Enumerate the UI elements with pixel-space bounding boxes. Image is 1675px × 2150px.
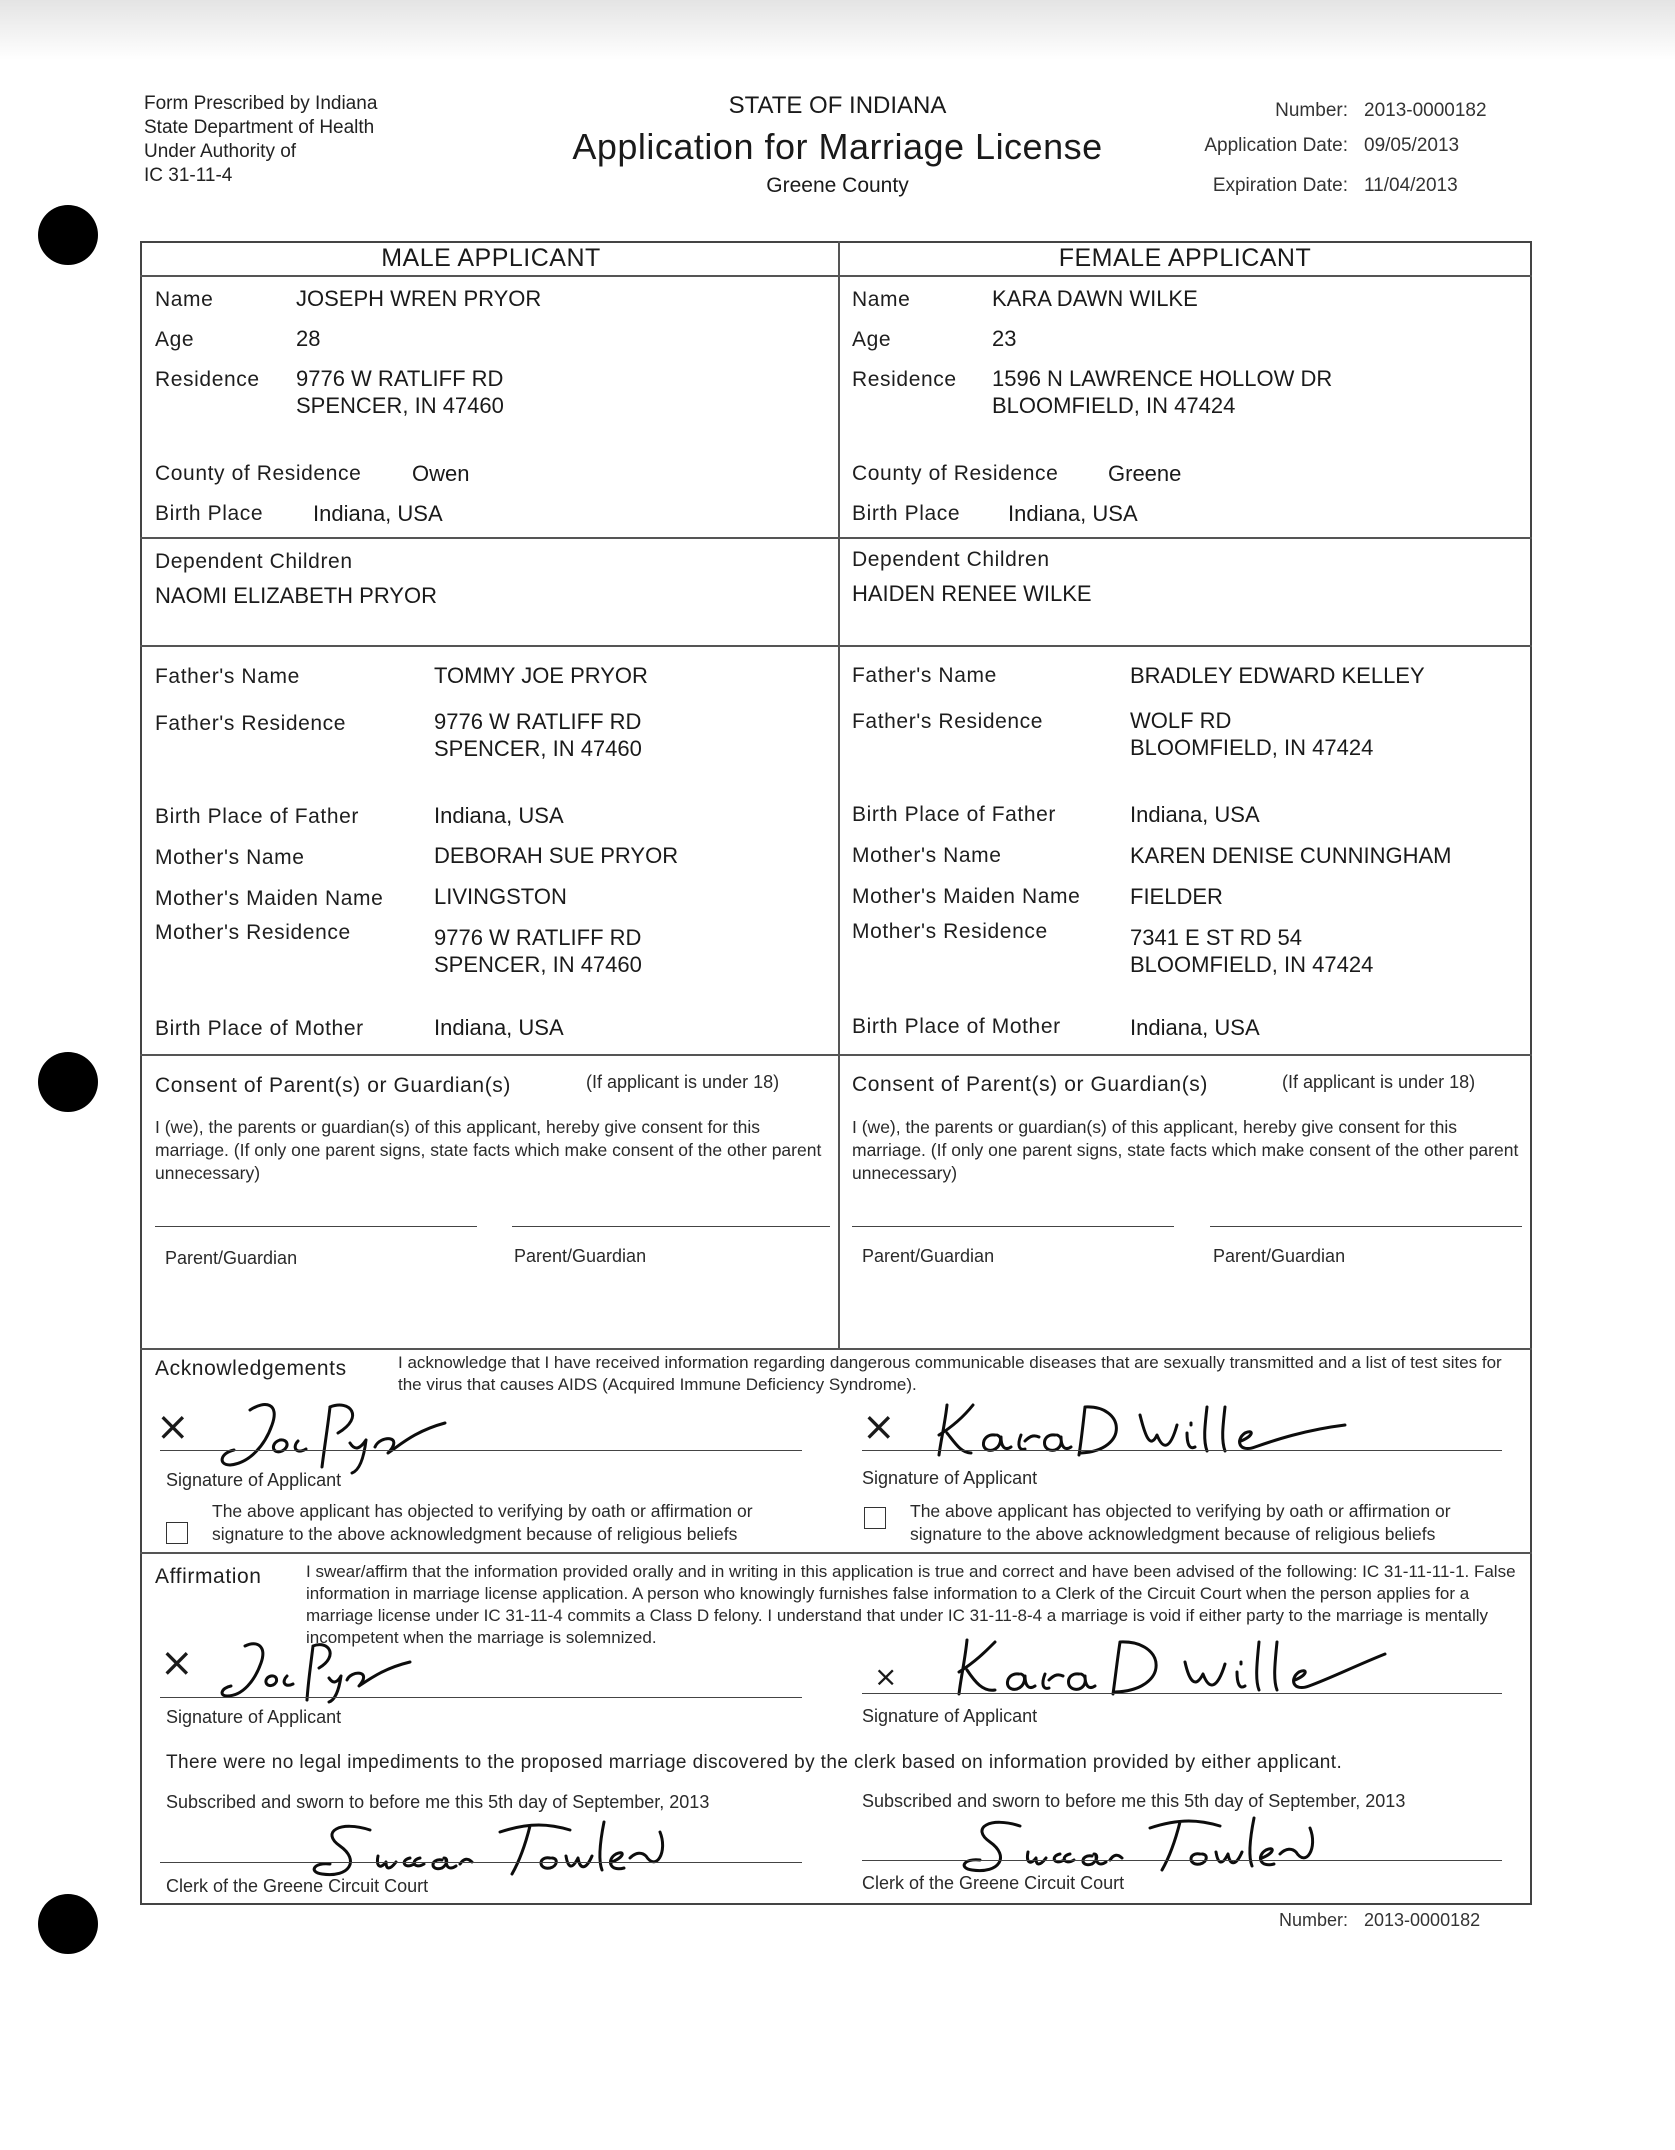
male-father-residence-line2: SPENCER, IN 47460 bbox=[434, 736, 642, 761]
consent-note: (If applicant is under 18) bbox=[586, 1072, 780, 1092]
prescribed-line: IC 31-11-4 bbox=[144, 165, 233, 186]
religious-objection-text: The above applicant has objected to verifying by oath or affirmation or signature to the above acknowledgment because of religious beliefs bbox=[910, 1501, 1451, 1544]
birth-place-of-mother-label: Birth Place of Mother bbox=[852, 1015, 1061, 1038]
subscribed-sworn-statement: Subscribed and sworn to before me this 5th day of September, 2013 bbox=[862, 1791, 1406, 1811]
clerk-signature-line bbox=[160, 1862, 802, 1863]
male-mother-maiden-name: LIVINGSTON bbox=[434, 884, 567, 909]
consent-text: I (we), the parents or guardian(s) of this applicant, hereby give consent for this marriage. (If only one parent signs, state facts which make consent of the other parent unnecessary) bbox=[155, 1117, 822, 1183]
male-mother-birth-place: Indiana, USA bbox=[434, 1015, 564, 1040]
male-birth-place: Indiana, USA bbox=[313, 501, 443, 526]
male-mother-residence-line1: 9776 W RATLIFF RD bbox=[434, 925, 642, 950]
birth-place-label: Birth Place bbox=[155, 502, 264, 525]
acknowledgements-title: Acknowledgements bbox=[155, 1357, 347, 1380]
county-heading: Greene County bbox=[766, 174, 909, 197]
clerk-label: Clerk of the Greene Circuit Court bbox=[862, 1873, 1125, 1893]
female-age: 23 bbox=[992, 326, 1017, 351]
religious-objection-text: The above applicant has objected to verifying by oath or affirmation or signature to the above acknowledgment because of religious beliefs bbox=[212, 1501, 753, 1544]
mothers-maiden-name-label: Mother's Maiden Name bbox=[155, 887, 384, 910]
heading-rule bbox=[140, 275, 1532, 277]
x-mark: × bbox=[874, 1660, 898, 1693]
no-impediments-statement: There were no legal impediments to the proposed marriage discovered by the clerk based on information provided by either applicant. bbox=[166, 1752, 1343, 1773]
consent-note: (If applicant is under 18) bbox=[1282, 1072, 1476, 1092]
male-county: Owen bbox=[412, 461, 470, 486]
signature-of-applicant-label: Signature of Applicant bbox=[166, 1470, 342, 1490]
punch-hole bbox=[38, 1052, 98, 1112]
parent-signature-line bbox=[1210, 1226, 1522, 1227]
punch-hole bbox=[38, 205, 98, 265]
female-mother-birth-place: Indiana, USA bbox=[1130, 1015, 1260, 1040]
prescribed-line: Form Prescribed by Indiana bbox=[144, 93, 378, 114]
application-date-label: Application Date: bbox=[1204, 135, 1348, 156]
license-number: 2013-0000182 bbox=[1364, 100, 1487, 121]
mothers-name-label: Mother's Name bbox=[852, 844, 1002, 867]
column-divider bbox=[838, 241, 840, 1348]
religious-objection-checkbox[interactable] bbox=[864, 1507, 886, 1529]
number-label: Number: bbox=[1278, 1910, 1348, 1930]
fathers-name-label: Father's Name bbox=[852, 664, 997, 687]
parent-signature-line bbox=[512, 1226, 830, 1227]
fathers-residence-label: Father's Residence bbox=[852, 710, 1044, 733]
female-name: KARA DAWN WILKE bbox=[992, 286, 1198, 311]
clerk-signature-line bbox=[862, 1860, 1502, 1861]
parent-guardian-label: Parent/Guardian bbox=[514, 1246, 647, 1266]
consent-title: Consent of Parent(s) or Guardian(s) bbox=[155, 1074, 511, 1097]
punch-hole bbox=[38, 1894, 98, 1954]
section-rule bbox=[140, 645, 1532, 647]
clerk-label: Clerk of the Greene Circuit Court bbox=[166, 1876, 429, 1896]
section-rule bbox=[140, 1552, 1532, 1554]
parent-signature-line bbox=[852, 1226, 1174, 1227]
affirmation-title: Affirmation bbox=[155, 1565, 262, 1588]
consent-title: Consent of Parent(s) or Guardian(s) bbox=[852, 1073, 1208, 1096]
mothers-name-label: Mother's Name bbox=[155, 846, 305, 869]
female-affirmation-signature bbox=[945, 1632, 1395, 1702]
age-label: Age bbox=[852, 328, 892, 351]
parent-signature-line bbox=[155, 1226, 477, 1227]
mothers-residence-label: Mother's Residence bbox=[155, 921, 351, 944]
age-label: Age bbox=[155, 328, 195, 351]
prescribed-line: Under Authority of bbox=[144, 141, 297, 162]
affirmation-text: I swear/affirm that the information provided orally and in writing in this application is true and correct and have been advised of the following: IC 31-11-11-1. False information in marriage license application. A person who knowingly furnishes false information to a Clerk of the Circuit Court when the person applies for a marriage license under IC 31-11-4 commits a Class D felony. I understand that under IC 31-11-8-4 a marriage is void if either party to the marriage is mentally incompetent when the marriage is solemnized. bbox=[306, 1562, 1516, 1647]
birth-place-of-father-label: Birth Place of Father bbox=[155, 805, 360, 828]
scan-shadow bbox=[0, 0, 1675, 60]
male-residence-line2: SPENCER, IN 47460 bbox=[296, 393, 504, 418]
female-signature-line bbox=[862, 1693, 1502, 1694]
x-mark: × bbox=[862, 1404, 896, 1450]
fathers-residence-label: Father's Residence bbox=[155, 712, 347, 735]
male-mother-residence-line2: SPENCER, IN 47460 bbox=[434, 952, 642, 977]
county-of-residence-label: County of Residence bbox=[155, 462, 362, 485]
female-dependent-children: HAIDEN RENEE WILKE bbox=[852, 581, 1092, 606]
name-label: Name bbox=[155, 288, 214, 311]
residence-label: Residence bbox=[852, 368, 957, 391]
x-mark: × bbox=[160, 1640, 194, 1686]
application-date: 09/05/2013 bbox=[1364, 135, 1460, 156]
birth-place-of-mother-label: Birth Place of Mother bbox=[155, 1017, 364, 1040]
consent-text: I (we), the parents or guardian(s) of this applicant, hereby give consent for this marriage. (If only one parent signs, state facts which make consent of the other parent unnecessary) bbox=[852, 1117, 1519, 1183]
expiration-date: 11/04/2013 bbox=[1364, 175, 1458, 196]
male-father-residence-line1: 9776 W RATLIFF RD bbox=[434, 709, 642, 734]
female-mother-residence-line2: BLOOMFIELD, IN 47424 bbox=[1130, 952, 1374, 977]
dependent-children-label: Dependent Children bbox=[155, 550, 353, 573]
female-father-residence-line2: BLOOMFIELD, IN 47424 bbox=[1130, 735, 1374, 760]
mothers-residence-label: Mother's Residence bbox=[852, 920, 1048, 943]
female-mother-name: KAREN DENISE CUNNINGHAM bbox=[1130, 843, 1452, 868]
county-of-residence-label: County of Residence bbox=[852, 462, 1059, 485]
female-father-residence-line1: WOLF RD bbox=[1130, 708, 1232, 733]
license-number: 2013-0000182 bbox=[1364, 1910, 1481, 1930]
male-dependent-children: NAOMI ELIZABETH PRYOR bbox=[155, 583, 437, 608]
x-mark: × bbox=[156, 1404, 190, 1450]
section-rule bbox=[140, 537, 1532, 539]
birth-place-label: Birth Place bbox=[852, 502, 961, 525]
birth-place-of-father-label: Birth Place of Father bbox=[852, 803, 1057, 826]
male-father-birth-place: Indiana, USA bbox=[434, 803, 564, 828]
male-father-name: TOMMY JOE PRYOR bbox=[434, 663, 648, 688]
male-applicant-heading: MALE APPLICANT bbox=[381, 244, 601, 272]
male-residence-line1: 9776 W RATLIFF RD bbox=[296, 366, 504, 391]
signature-of-applicant-label: Signature of Applicant bbox=[862, 1706, 1038, 1726]
name-label: Name bbox=[852, 288, 911, 311]
female-signature-line bbox=[862, 1450, 1502, 1451]
number-label: Number: bbox=[1275, 100, 1348, 121]
parent-guardian-label: Parent/Guardian bbox=[1213, 1246, 1346, 1266]
female-acknowledgement-signature bbox=[925, 1395, 1365, 1465]
religious-objection-checkbox[interactable] bbox=[166, 1522, 188, 1544]
fathers-name-label: Father's Name bbox=[155, 665, 300, 688]
mothers-maiden-name-label: Mother's Maiden Name bbox=[852, 885, 1081, 908]
male-name: JOSEPH WREN PRYOR bbox=[296, 286, 542, 311]
prescribed-line: State Department of Health bbox=[144, 117, 375, 138]
female-residence-line1: 1596 N LAWRENCE HOLLOW DR bbox=[992, 366, 1333, 391]
female-county: Greene bbox=[1108, 461, 1182, 486]
residence-label: Residence bbox=[155, 368, 260, 391]
male-acknowledgement-signature bbox=[210, 1395, 470, 1475]
male-age: 28 bbox=[296, 326, 321, 351]
male-signature-line bbox=[160, 1697, 802, 1698]
female-residence-line2: BLOOMFIELD, IN 47424 bbox=[992, 393, 1236, 418]
document-title: Application for Marriage License bbox=[572, 126, 1103, 167]
female-birth-place: Indiana, USA bbox=[1008, 501, 1138, 526]
parent-guardian-label: Parent/Guardian bbox=[165, 1248, 298, 1268]
acknowledgements-text: I acknowledge that I have received information regarding dangerous communicable diseases that are sexually transmitted and a list of test sites for the virus that causes AIDS (Acquired Immune Deficiency Syndrome). bbox=[398, 1353, 1502, 1394]
male-signature-line bbox=[160, 1450, 802, 1451]
section-rule bbox=[140, 1348, 1532, 1350]
parent-guardian-label: Parent/Guardian bbox=[862, 1246, 995, 1266]
signature-of-applicant-label: Signature of Applicant bbox=[166, 1707, 342, 1727]
female-applicant-heading: FEMALE APPLICANT bbox=[1058, 244, 1312, 272]
female-mother-residence-line1: 7341 E ST RD 54 bbox=[1130, 925, 1303, 950]
state-heading: STATE OF INDIANA bbox=[728, 92, 947, 119]
female-father-birth-place: Indiana, USA bbox=[1130, 802, 1260, 827]
dependent-children-label: Dependent Children bbox=[852, 548, 1050, 571]
female-father-name: BRADLEY EDWARD KELLEY bbox=[1130, 663, 1425, 688]
signature-of-applicant-label: Signature of Applicant bbox=[862, 1468, 1038, 1488]
section-rule bbox=[140, 1054, 1532, 1056]
female-mother-maiden-name: FIELDER bbox=[1130, 884, 1223, 909]
male-mother-name: DEBORAH SUE PRYOR bbox=[434, 843, 679, 868]
expiration-date-label: Expiration Date: bbox=[1212, 175, 1348, 196]
subscribed-sworn-statement: Subscribed and sworn to before me this 5th day of September, 2013 bbox=[166, 1792, 710, 1812]
